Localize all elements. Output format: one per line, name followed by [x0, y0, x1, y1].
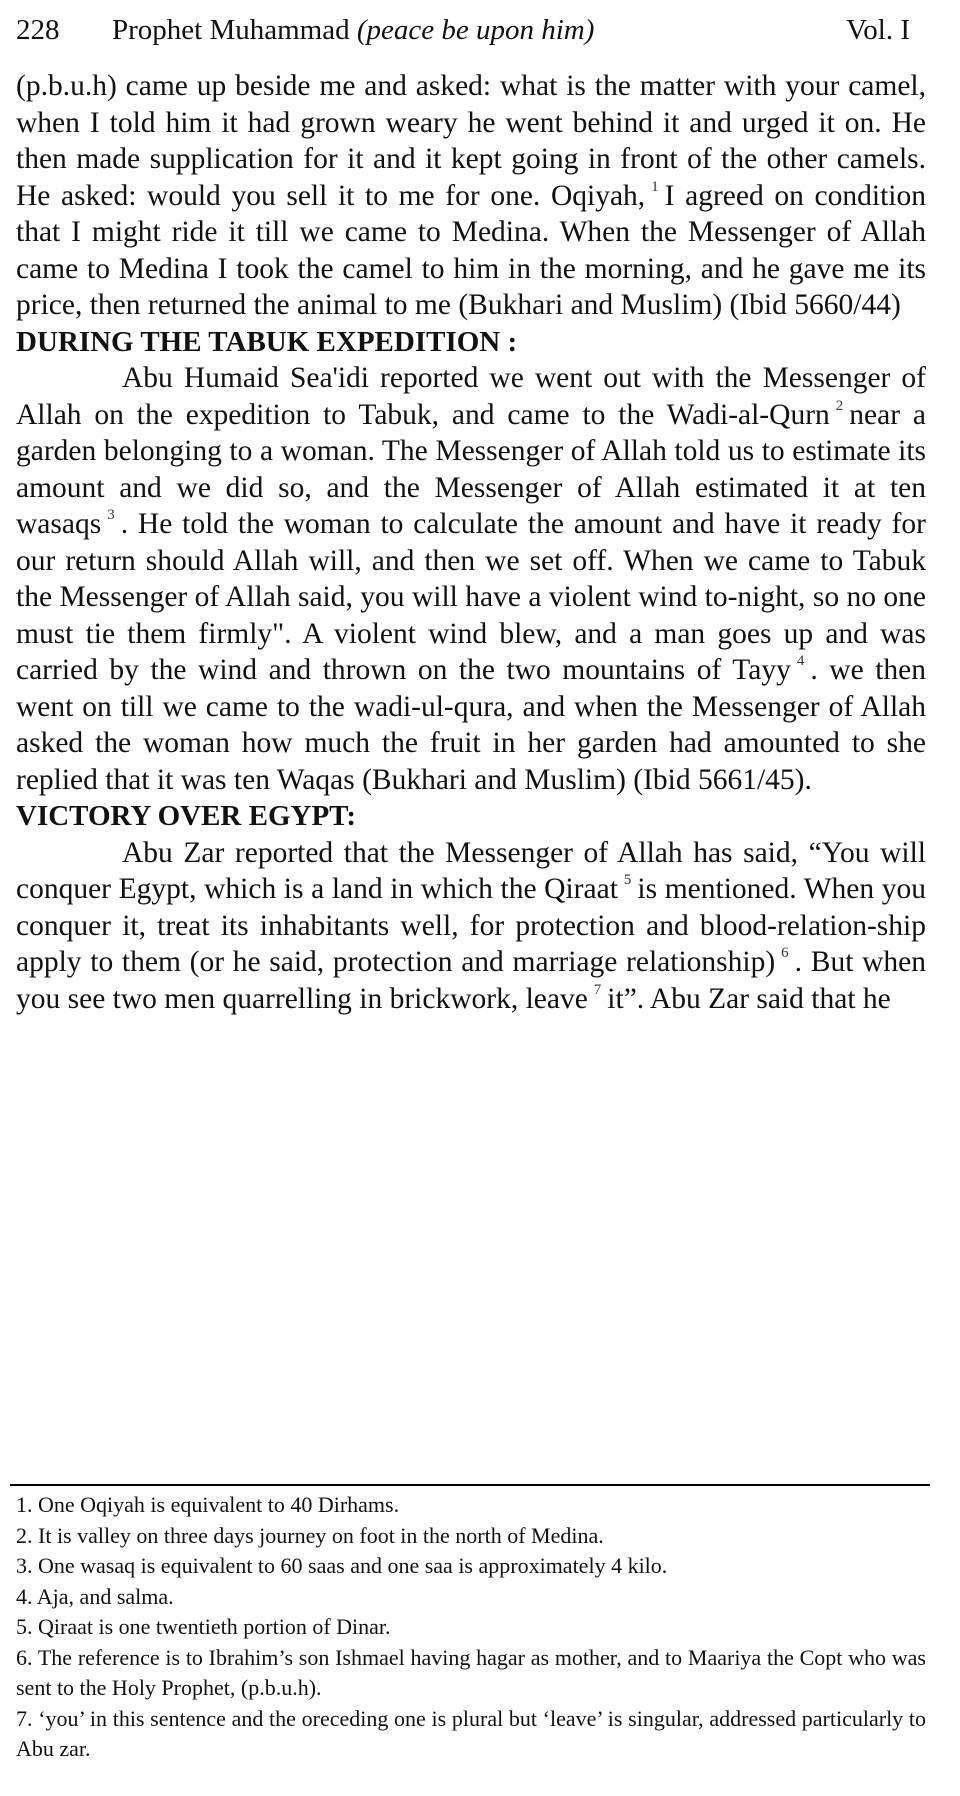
- footnote-ref-1: 1: [651, 178, 659, 195]
- footnote-7: 7. ‘you’ in this sentence and the oreceding one is plural but ‘leave’ is singular, addressed particularly to Abu zar.: [16, 1705, 926, 1761]
- main-text: [16, 68, 926, 1017]
- paragraph-text: I agreed on condition that I might ride it till we came to Medina. When the Messenger of Allah came to Medina I took the camel to him in the morning, and he gave me its price, then returned the animal to me (Bukhari and Muslim) (Ibid 5660/44): [16, 179, 926, 321]
- paragraph-text: . He told the woman to calculate the amount and have it ready for our return should Allah will, and then we set off. When we came to Tabuk the Messenger of Allah said, you will have a violent wind to-night, so no one must tie them firmly". A violent wind blew, and a man goes up and was carried by the wind and thrown on the two mountains of Tayy: [16, 508, 926, 686]
- footnote-2: 2. It is valley on three days journey on foot in the north of Medina.: [16, 1522, 604, 1548]
- paragraph-text: . we then went on till we came to the wadi-ul-qura, and when the Messenger of Allah asked the woman how much the fruit in her garden had amounted to she replied that it was ten Waqas (Bukhari and Muslim) (Ibid 5661/45).: [16, 654, 926, 796]
- paragraph-text: it”. Abu Zar said that he: [607, 982, 891, 1015]
- page-number: 228: [16, 14, 60, 46]
- paragraph-egypt: [16, 835, 926, 1018]
- footnote-4: 4. Aja, and salma.: [16, 1583, 174, 1609]
- footnote-ref-7: 7: [593, 981, 602, 998]
- paragraph-text: Abu Zar reported that the Messenger of Allah has said, “You will conquer Egypt, which is a land in which the Qiraat: [16, 836, 926, 905]
- paragraph-text: Abu Humaid Sea'idi reported we went out with the Messenger of Allah on the expedition to Tabuk, and came to the Wadi-al-Qurn: [16, 362, 926, 431]
- footnote-ref-3: 3: [107, 507, 115, 523]
- footnotes: [16, 1490, 926, 1765]
- footnote-divider: [10, 1484, 930, 1486]
- paragraph-camel: [16, 68, 926, 324]
- footnote-ref-4: 4: [796, 653, 805, 669]
- footnote-ref-2: 2: [835, 397, 844, 414]
- paragraph-text: (p.b.u.h) came up beside me and asked: what is the matter with your camel, when I told him it had grown weary he went behind it and urged it on. He then made supplication for it and it kept going in front of the other camels. He asked: would you sell it to me for one. Oqiyah,: [16, 70, 926, 212]
- footnote-1: 1. One Oqiyah is equivalent to 40 Dirhams.: [16, 1492, 400, 1517]
- footnote-3: 3. One wasaq is equivalent to 60 saas and one saa is approximately 4 kilo.: [16, 1553, 668, 1578]
- section-heading-egypt: VICTORY OVER EGYPT:: [16, 800, 357, 832]
- footnote-ref-6: 6: [781, 945, 789, 961]
- paragraph-text: . But when you see two men quarrelling in brickwork, leave: [16, 946, 926, 1015]
- footnote-6: 6. The reference is to Ibrahim’s son Ishmael having hagar as mother, and to Maariya the Copt who was sent to the Holy Prophet, (p.b.u.h).: [16, 1644, 926, 1700]
- book-title-main: Prophet Muhammad: [112, 14, 350, 46]
- volume-label: Vol. I: [846, 14, 910, 46]
- paragraph-text: is mentioned. When you conquer it, treat its inhabitants well, for protection and blood-relation-ship apply to them (or he said, protection and marriage relationship): [16, 873, 927, 978]
- book-subtitle: (peace be upon him): [356, 14, 595, 46]
- running-header: [16, 10, 926, 50]
- footnote-5: 5. Qiraat is one twentieth portion of Dinar.: [16, 1614, 391, 1639]
- footnote-ref-5: 5: [623, 872, 632, 888]
- paragraph-tabuk: [16, 360, 926, 798]
- book-title: [112, 10, 594, 50]
- paragraph-text: near a garden belonging to a woman. The Messenger of Allah told us to estimate its amount and we did so, and the Messenger of Allah estimated it at ten wasaqs: [16, 398, 926, 540]
- section-heading-tabuk: DURING THE TABUK EXPEDITION :: [16, 325, 518, 358]
